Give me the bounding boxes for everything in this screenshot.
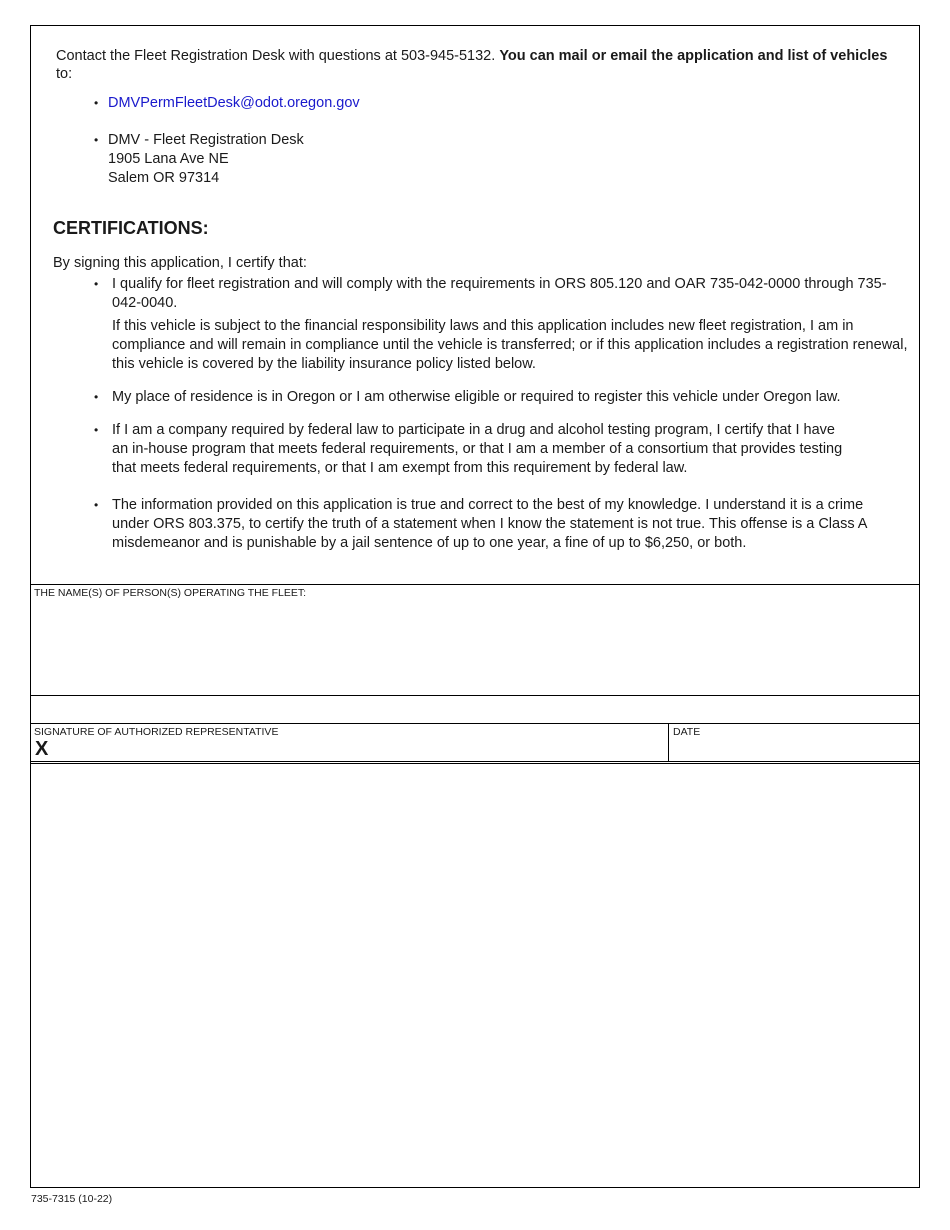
address-line-2: 1905 Lana Ave NE	[108, 151, 229, 167]
contact-bold-text: You can mail or email the application and list of vehicles	[499, 48, 888, 64]
certifications-list	[94, 275, 914, 553]
certifications-heading: CERTIFICATIONS:	[53, 218, 209, 238]
signature-field[interactable]	[30, 724, 668, 761]
signature-label: SIGNATURE OF AUTHORIZED REPRESENTATIVE	[34, 726, 279, 738]
contact-text: Contact the Fleet Registration Desk with questions at 503-945-5132.	[56, 48, 500, 64]
date-label: DATE	[673, 726, 701, 738]
email-link[interactable]: DMVPermFleetDesk@odot.oregon.gov	[108, 95, 360, 111]
form-number: 735-7315 (10-22)	[31, 1193, 113, 1205]
certification-item-1-text: • I qualify for fleet registration and will comply with the requirements in ORS 805.120 and OAR 735-042-0000 through 735-042-0040.	[112, 276, 887, 311]
certification-item-2: • My place of residence is in Oregon or I am otherwise eligible or required to register this vehicle under Oregon law.	[94, 388, 914, 407]
email-list-item	[94, 94, 360, 113]
contact-paragraph	[56, 47, 901, 83]
signature-x-mark: X	[35, 738, 49, 760]
certification-item-1-subtext: If this vehicle is subject to the financial responsibility laws and this application includes new fleet registration, I am in compliance and will remain in compliance until the vehicle is transferred; or if this application includes a registration renewal, this vehicle is covered by the liability insurance policy listed below.	[112, 318, 908, 372]
certification-item-1	[94, 275, 914, 374]
fleet-operator-names-field[interactable]	[30, 584, 920, 696]
certification-item-3: • If I am a company required by federal law to participate in a drug and alcohol testing program, I certify that I have an in-house program that meets federal requirements, or that I am a member of a consortium that provides testing that meets federal requirements, or that I am exempt from this requirement by federal law.	[94, 421, 852, 478]
signature-row	[30, 723, 920, 764]
fleet-operator-names-label: THE NAME(S) OF PERSON(S) OPERATING THE FLEET:	[34, 587, 307, 599]
address-line-3: Salem OR 97314	[108, 170, 220, 186]
mailing-options-list	[94, 94, 360, 188]
address-line-1: • DMV - Fleet Registration Desk	[108, 132, 304, 148]
address-list-item	[94, 131, 360, 188]
certifications-intro: By signing this application, I certify that:	[53, 255, 307, 271]
contact-tail: to:	[56, 66, 73, 82]
certification-item-4: • The information provided on this application is true and correct to the best of my knowledge. I understand it is a crime under ORS 803.375, to certify the truth of a statement when I know the statement is not true. This offense is a Class A misdemeanor and is punishable by a jail sentence of up to one year, a fine of up to $6,250, or both.	[94, 496, 882, 553]
date-field[interactable]	[668, 724, 920, 761]
